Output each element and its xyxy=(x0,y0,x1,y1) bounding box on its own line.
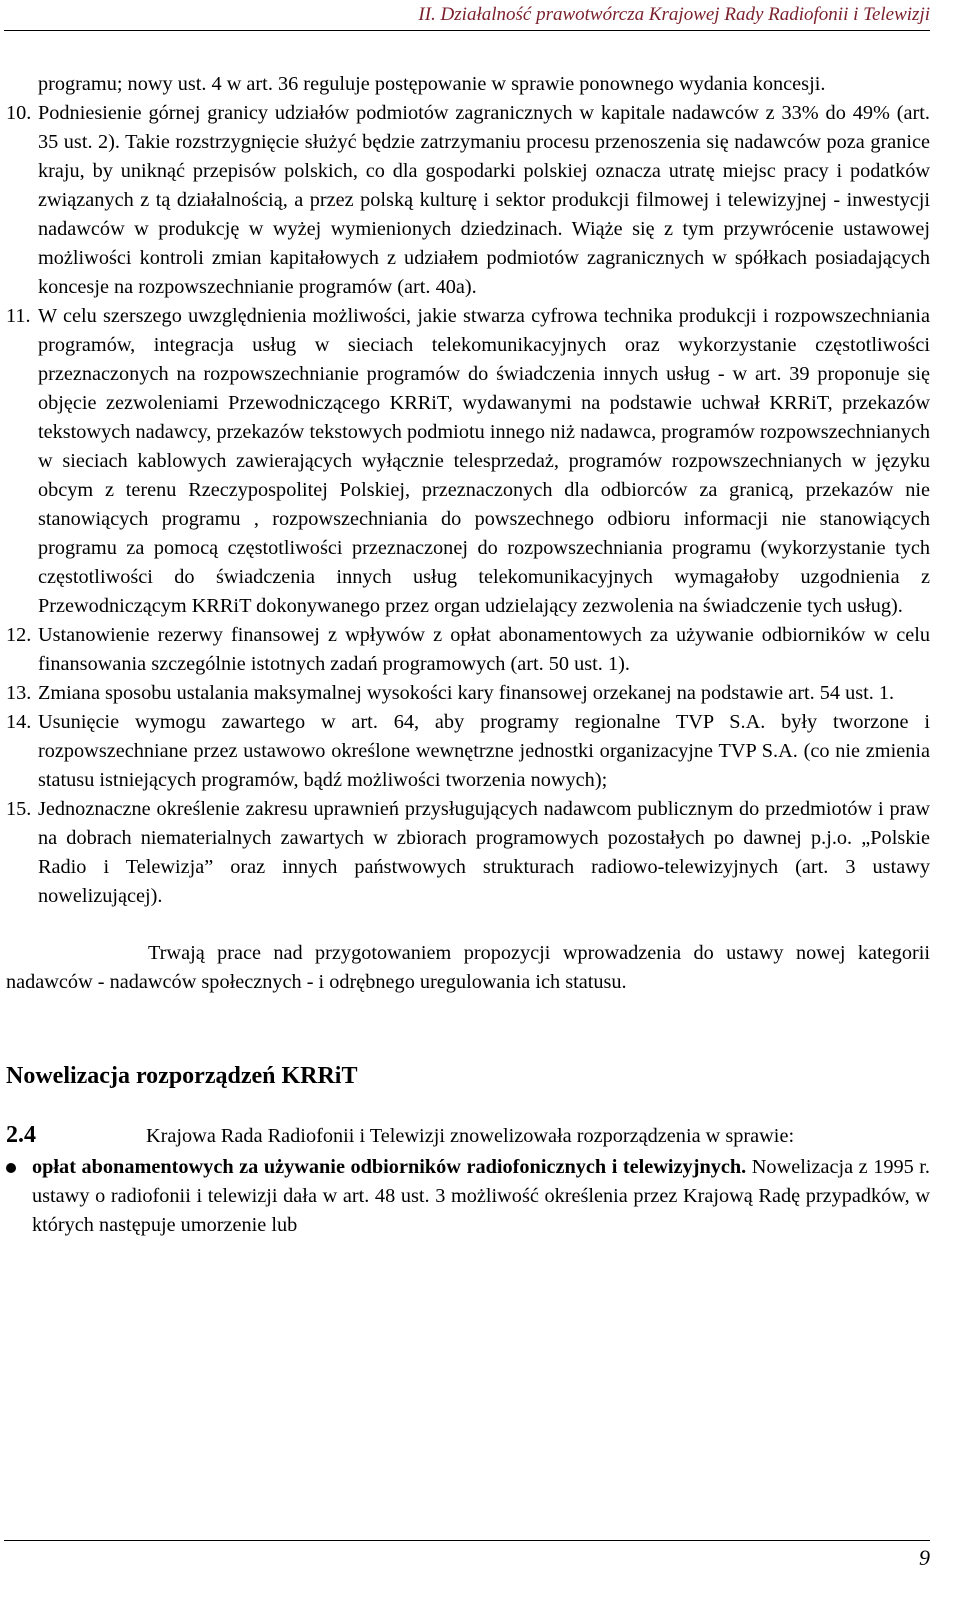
bullet-text: Nowelizacja z 1995 r. ustawy o radiofonii i telewizji dała w art. 48 ust. 3 możliwość określenia przez Krajową Radę przypadków, w których następuje umorzenie lub xyxy=(32,1156,931,1236)
bullet-title: opłat abonamentowych za używanie odbiorników radiofonicznych i telewizyjnych. xyxy=(32,1156,747,1178)
list-item-text: Jednoznaczne określenie zakresu uprawnień przysługujących nadawcom publicznym do przedmiotów i praw na dobrach niematerialnych zawartych w zbiorach programowych pozostałych po dawnej p.j.o. „Polskie Radio i Telewizja” oraz innych państwowych strukturach radiowo-telewizyjnych (art. 3 ustawy nowelizującej). xyxy=(38,798,930,907)
header-divider xyxy=(4,30,930,31)
list-item-number: 13. xyxy=(6,682,32,704)
list-item-text: W celu szerszego uwzględnienia możliwości, jakie stwarza cyfrowa technika produkcji i rozpowszechniania programów, integracja usług w sieciach telekomunikacyjnych oraz wykorzystanie częstotliwości przeznaczonych na rozpowszechnianie programów do świadczenia innych usług - w art. 39 proponuje się objęcie zezwoleniami Przewodniczącego KRRiT, wydawanymi na podstawie uchwał KRRiT, przekazów tekstowych nadawcy, przekazów tekstowych podmiotu innego niż nadawca, programów rozpowszechnianych w sieciach kablowych zawierających wyłącznie telesprzedaż, programów rozpowszechnianych w języku obcym z terenu Rzeczypospolitej Polskiej, przeznaczonych dla odbiorców za granicą, przekazów nie stanowiących programu , rozpowszechniania do powszechnego odbioru informacji nie stanowiących programu za pomocą częstotliwości przeznaczonej do rozpowszechniania programu (wykorzystanie tych częstotliwości do świadczenia innych usług telekomunikacyjnych wymagałoby uzgodnienia z Przewodniczącym KRRiT dokonywanego przez organ udzielający zezwolenia na świadczenie tych usług). xyxy=(38,305,930,617)
closing-paragraph: Trwają prace nad przygotowaniem propozycji wprowadzenia do ustawy nowej kategorii nadawców - nadawców społecznych - i odrębnego uregulowania ich statusu. xyxy=(6,942,930,993)
footer-divider xyxy=(4,1540,930,1541)
list-item-number: 14. xyxy=(6,711,32,733)
list-item-text: Ustanowienie rezerwy finansowej z wpływów z opłat abonamentowych za używanie odbiorników w celu finansowania szczególnie istotnych zadań programowych (art. 50 ust. 1). xyxy=(38,624,930,675)
bullet-icon xyxy=(6,1163,16,1173)
list-item-text: Podniesienie górnej granicy udziałów podmiotów zagranicznych w kapitale nadawców z 33% do 49% (art. 35 ust. 2). Takie rozstrzygnięcie służyć będzie zatrzymaniu procesu przenoszenia się nadawców poza granice kraju, by uniknąć przepisów polskich, co dla gospodarki polskiej oznacza utratę miejsc pracy i podatków związanych z tą działalnością, a przez polską kulturę i sektor produkcji filmowej i telewizyjnej - inwestycji nadawców w produkcję w wyżej wymienionych dziedzinach. Wiąże się z tym przywrócenie ustawowej możliwości kontroli zmian kapitałowych z udziałem podmiotów zagranicznych w spółkach posiadających koncesje na rozpowszechnianie programów (art. 40a). xyxy=(38,102,930,298)
subsection-intro xyxy=(6,1121,930,1151)
list-item-number: 15. xyxy=(6,798,32,820)
subsection-text: Krajowa Rada Radiofonii i Telewizji znowelizowała rozporządzenia w sprawie: xyxy=(146,1125,795,1147)
document-body xyxy=(6,70,930,1240)
running-header: II. Działalność prawotwórcza Krajowej Rady Radiofonii i Telewizji xyxy=(418,4,930,25)
list-item-text: Zmiana sposobu ustalania maksymalnej wysokości kary finansowej orzekanej na podstawie art. 54 ust. 1. xyxy=(38,682,895,704)
list-item-text: Usunięcie wymogu zawartego w art. 64, aby programy regionalne TVP S.A. były tworzone i rozpowszechniane przez ustawowo określone wewnętrzne jednostki organizacyjne TVP S.A. (co nie zmienia statusu istniejących programów, bądź możliwości tworzenia nowych); xyxy=(38,711,930,791)
list-item xyxy=(6,679,930,708)
list-item xyxy=(6,795,930,911)
list-item-number: 12. xyxy=(6,624,32,646)
list-item xyxy=(6,708,930,795)
list-item-number: 11. xyxy=(6,305,31,327)
list-item xyxy=(6,99,930,302)
list-item xyxy=(6,302,930,621)
list-item xyxy=(6,621,930,679)
intro-paragraph: programu; nowy ust. 4 w art. 36 reguluje postępowanie w sprawie ponownego wydania koncesji. xyxy=(38,73,826,95)
section-heading: Nowelizacja rozporządzeń KRRiT xyxy=(6,1063,358,1089)
list-item-number: 10. xyxy=(6,102,32,124)
subsection-number: 2.4 xyxy=(6,1122,36,1148)
page-number: 9 xyxy=(919,1545,930,1570)
bullet-item xyxy=(6,1153,930,1240)
